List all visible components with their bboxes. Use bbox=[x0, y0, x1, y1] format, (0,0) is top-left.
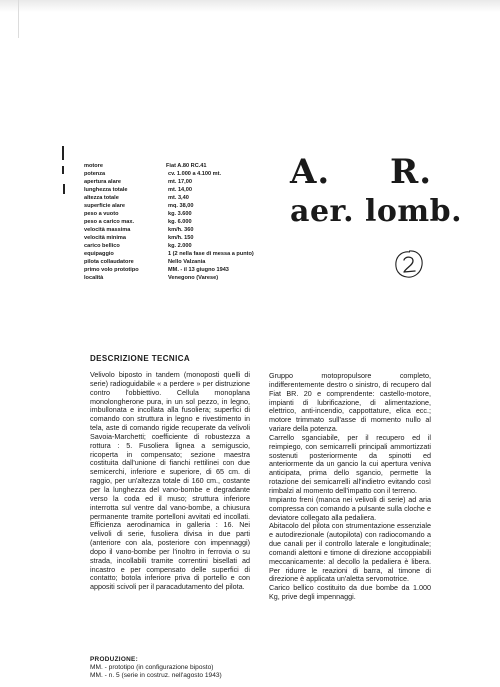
spec-value: 1 (2 nella fase di messa a punto) bbox=[168, 251, 254, 257]
spec-value: kg. 6.000 bbox=[168, 219, 192, 225]
spec-row bbox=[84, 242, 344, 250]
description-left-column bbox=[90, 371, 250, 592]
description-paragraph: Carico bellico costituito da due bombe da 1.000 Kg, prive degli impennaggi. bbox=[269, 583, 431, 602]
spec-value: Venegono (Varese) bbox=[168, 275, 219, 281]
spec-label: apertura alare bbox=[84, 179, 122, 185]
spec-label: equipaggio bbox=[84, 251, 114, 257]
spec-row bbox=[84, 234, 344, 242]
spec-label: velocità minima bbox=[84, 235, 126, 241]
spec-label: pilota collaudatore bbox=[84, 259, 134, 265]
spec-label: peso a carico max. bbox=[84, 219, 135, 225]
description-paragraph: Abitacolo del pilota con strumentazione essenziale e autodirezionale (autopilota) con radiocomando a due canali per il controllo laterale e longitudinale; comandi alettoni e timone di direzione accoppiabili meccanicamente: al decollo la pedaliera è libera. Per ridurre le reazioni di barra, al timone di direzione è applicata un'aletta servomotrice. bbox=[269, 521, 431, 584]
production-line: MM. - n. 5 (serie in costruz. nell'agosto 1943) bbox=[90, 672, 222, 680]
spec-label: velocità massima bbox=[84, 227, 131, 233]
margin-mark bbox=[63, 184, 65, 194]
spec-label: motore bbox=[84, 163, 103, 169]
manufacturer-title: aer. lomb. bbox=[290, 194, 463, 229]
spec-value: kg. 3.600 bbox=[168, 211, 192, 217]
spec-label: carico bellico bbox=[84, 243, 120, 249]
description-paragraph: Carrello sganciabile, per il recupero ed il reimpiego, con semicarrelli principali ammortizzati sostenuti posteriormente da spinotti ed anteriormente da un gancio la cui apertura veniva anticipata, prima dello sgancio, permette la rotazione dei semicarrelli all'indietro evitando così rimbalzi al momento dell'impatto con il terreno. bbox=[269, 432, 431, 495]
spec-value: mt. 17,00 bbox=[168, 179, 192, 185]
title-letter-r: R. bbox=[390, 152, 433, 192]
spec-value: mt. 14,00 bbox=[168, 187, 192, 193]
description-paragraph: Gruppo motopropulsore completo, indifferentemente destro o sinistro, di recupero dal Fiat BR. 20 e comprendente: castello-motore, impianti di lubrificazione, di alimentazione, elettrico, anti-incendio, cappottature, elica ecc.; motore trimmato sull'asse di momento nullo al variare della potenza. bbox=[269, 371, 431, 434]
spec-label: potenza bbox=[84, 171, 106, 177]
spec-value: km/h. 150 bbox=[168, 235, 194, 241]
spec-row bbox=[84, 250, 344, 258]
production-section bbox=[90, 656, 222, 681]
spec-value: MM. - il 13 giugno 1943 bbox=[168, 267, 229, 273]
spec-value: Nello Valzania bbox=[168, 259, 206, 265]
spec-label: lunghezza totale bbox=[84, 187, 128, 193]
spec-value: Fiat A.80 RC.41 bbox=[166, 163, 207, 169]
description-right-column bbox=[269, 372, 431, 602]
spec-value: km/h. 360 bbox=[168, 227, 194, 233]
margin-mark bbox=[62, 146, 64, 160]
spec-row bbox=[84, 258, 344, 266]
spec-label: superficie alare bbox=[84, 203, 126, 209]
spec-value: mt. 3,40 bbox=[168, 195, 189, 201]
production-line: MM. - prototipo (in configurazione biposto) bbox=[90, 664, 214, 672]
margin-mark bbox=[62, 166, 64, 174]
description-paragraph: Velivolo biposto in tandem (monoposti quelli di serie) radioguidabile « a perdere » per distruzione contro l'obbiettivo. Cellula monoplana monolongherone pura, in un sol pezzo, in legno, imbullonata e incollata alla fusoliera; superfici di comando con struttura in legno e rivestimento in tela, aste di comando rigide recuperate da velivoli Savoia-Marchetti; coefficiente di robustezza a rottura : 5. Fusoliera lignea a semiguscio, ricoperta in compensato; sezione maestra costituita dall'unione di fianchi rettilinei con due semicerchi, inferiore e superiore, di 65 cm. di raggio, per un'altezza totale di 160 cm., costante per la lunghezza del vano-bombe e degradante verso la coda ed il muso; struttura inferiore interrotta sul ventre dal vano-bombe, a chiusura permanente tramite portelloni avvitati ed incollati. Efficienza aerodinamica in galleria : 16. Nei velivoli di serie, fusoliera divisa in due parti (anteriore con ala, posteriore con impennaggi) dopo il vano-bombe per l'inoltro in ferrovia o su strada, incollabili tramite correntini bisellati ad incastro e per compensato delle superfici di contatto; botola inferiore priva di portello e con appositi scivoli per il paracadutamento del pilota. bbox=[90, 370, 250, 592]
section-title: DESCRIZIONE TECNICA bbox=[90, 354, 191, 363]
spec-value: mq. 38,00 bbox=[168, 203, 194, 209]
description-paragraph: Impianto freni (manca nei velivoli di serie) ad aria compressa con comando a pulsante sulla cloche e deviatore collegato alla pedaliera. bbox=[269, 494, 431, 522]
title-letter-a: A. bbox=[290, 152, 331, 192]
spec-value: kg. 2.000 bbox=[168, 243, 192, 249]
handwritten-page-number bbox=[394, 249, 424, 279]
spec-label: peso a vuoto bbox=[84, 211, 119, 217]
production-title: PRODUZIONE: bbox=[90, 656, 139, 663]
page-edge bbox=[18, 0, 500, 38]
spec-row bbox=[84, 274, 344, 282]
spec-label: primo volo prototipo bbox=[84, 267, 139, 273]
spec-value: cv. 1.000 a 4.100 mt. bbox=[168, 171, 222, 177]
spec-row bbox=[84, 266, 344, 274]
spec-label: altezza totale bbox=[84, 195, 119, 201]
spec-label: località bbox=[84, 275, 104, 281]
